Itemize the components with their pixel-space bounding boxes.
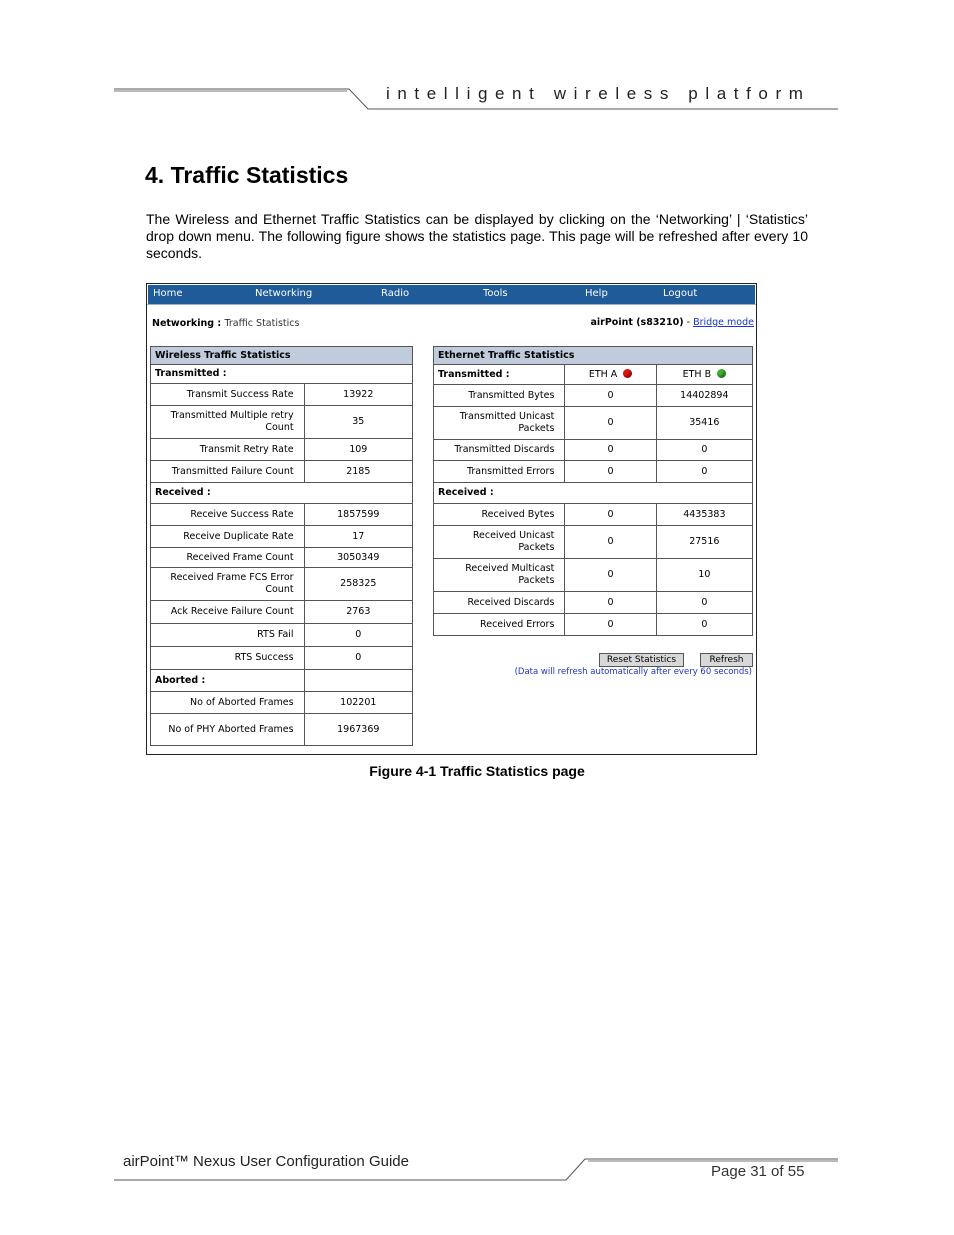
ethernet-received-heading: Received :: [434, 483, 753, 504]
eth-b-label: ETH B: [682, 368, 712, 380]
breadcrumb-page: Traffic Statistics: [224, 318, 300, 329]
breadcrumb-section: Networking: [152, 318, 215, 329]
stat-value-eth-b: 0: [656, 461, 752, 483]
stat-value: 3050349: [304, 548, 412, 568]
nav-home[interactable]: Home: [153, 288, 183, 299]
stat-label: Transmitted Errors: [434, 461, 565, 483]
nav-divider: [147, 304, 756, 305]
table-row: [151, 384, 413, 406]
eth-a-header: [565, 365, 656, 385]
stat-label: Received Frame Count: [151, 548, 305, 568]
stat-label: Transmitted Multiple retry Count: [151, 406, 305, 439]
stat-value: 2185: [304, 461, 412, 483]
stat-label: Received Frame FCS Error Count: [151, 568, 305, 601]
table-row: [434, 385, 753, 407]
device-info: [590, 317, 754, 328]
eth-a-label: ETH A: [588, 368, 618, 380]
intro-paragraph: The Wireless and Ethernet Traffic Statistics can be displayed by clicking on the ‘Networking’ | ‘Statistics’ drop down menu. The following figure shows the statistics page. This page will be refreshed after every 10 seconds.: [146, 211, 808, 261]
table-row: [151, 601, 413, 624]
stat-value: 0: [304, 624, 412, 647]
table-row: [151, 439, 413, 461]
stat-label: Receive Success Rate: [151, 504, 305, 526]
stat-label: RTS Success: [151, 647, 305, 670]
nav-logout[interactable]: Logout: [663, 288, 698, 299]
bridge-mode-link[interactable]: Bridge mode: [693, 317, 754, 328]
nav-tools[interactable]: Tools: [483, 288, 508, 299]
stat-label: Received Bytes: [434, 504, 565, 526]
table-row: [434, 614, 753, 636]
stat-label: No of PHY Aborted Frames: [151, 714, 305, 746]
footer-page-number: Page 31 of 55: [711, 1163, 805, 1180]
ethernet-stats-table: [433, 346, 753, 636]
stat-value-eth-b: 10: [656, 559, 752, 592]
stat-value: 102201: [304, 692, 412, 714]
table-row: [151, 406, 413, 439]
stat-label: Ack Receive Failure Count: [151, 601, 305, 624]
stat-label: Transmitted Failure Count: [151, 461, 305, 483]
table-row: [151, 647, 413, 670]
stat-value-eth-a: 0: [565, 592, 656, 614]
table-row: [151, 461, 413, 483]
stat-value: 0: [304, 647, 412, 670]
stat-value-eth-a: 0: [565, 440, 656, 461]
stat-value: 35: [304, 406, 412, 439]
stat-label: Received Discards: [434, 592, 565, 614]
ethernet-transmitted-heading: Transmitted :: [434, 365, 565, 385]
table-row: [434, 592, 753, 614]
table-row: [434, 407, 753, 440]
stat-value-eth-a: 0: [565, 461, 656, 483]
table-row: [151, 714, 413, 746]
stat-value: 13922: [304, 384, 412, 406]
stat-label: Received Multicast Packets: [434, 559, 565, 592]
stat-label: Transmitted Discards: [434, 440, 565, 461]
auto-refresh-note: (Data will refresh automatically after every 60 seconds): [514, 667, 752, 677]
stat-value-eth-a: 0: [565, 526, 656, 559]
stat-value: 1967369: [304, 714, 412, 746]
table-row: [434, 526, 753, 559]
footer-guide-title: airPoint™ Nexus User Configuration Guide: [123, 1153, 409, 1170]
table-row: [434, 440, 753, 461]
stat-label: Receive Duplicate Rate: [151, 526, 305, 548]
table-row: [151, 504, 413, 526]
stat-value-eth-a: 0: [565, 614, 656, 636]
stat-value-eth-b: 0: [656, 592, 752, 614]
table-row: [151, 624, 413, 647]
stat-label: Transmit Retry Rate: [151, 439, 305, 461]
stat-label: Transmitted Unicast Packets: [434, 407, 565, 440]
stat-label: RTS Fail: [151, 624, 305, 647]
stat-label: Transmitted Bytes: [434, 385, 565, 407]
stat-value-eth-b: 14402894: [656, 385, 752, 407]
table-row: [151, 548, 413, 568]
stat-value-eth-b: 27516: [656, 526, 752, 559]
stat-label: Received Unicast Packets: [434, 526, 565, 559]
stat-value: 258325: [304, 568, 412, 601]
breadcrumb: [152, 318, 299, 329]
stat-value: 109: [304, 439, 412, 461]
table-row: [151, 526, 413, 548]
figure-caption: Figure 4-1 Traffic Statistics page: [369, 763, 585, 779]
stat-value: 2763: [304, 601, 412, 624]
nav-networking[interactable]: Networking: [255, 288, 313, 299]
breadcrumb-separator: :: [214, 318, 225, 329]
refresh-button[interactable]: Refresh: [700, 653, 753, 667]
stat-label: Received Errors: [434, 614, 565, 636]
empty-cell: [304, 670, 412, 692]
wireless-stats-table: [150, 346, 413, 746]
table-row: [151, 568, 413, 601]
wireless-table-title: Wireless Traffic Statistics: [151, 347, 413, 365]
stat-value-eth-a: 0: [565, 504, 656, 526]
eth-b-status-icon: [717, 369, 726, 378]
wireless-received-heading: Received :: [151, 483, 413, 504]
nav-help[interactable]: Help: [585, 288, 608, 299]
eth-b-header: [656, 365, 752, 385]
stat-value-eth-b: 0: [656, 440, 752, 461]
stat-value-eth-b: 35416: [656, 407, 752, 440]
stat-value-eth-a: 0: [565, 385, 656, 407]
stat-value: 1857599: [304, 504, 412, 526]
nav-bar: [148, 285, 755, 304]
header-tagline: intelligent wireless platform: [386, 84, 811, 103]
table-row: [434, 504, 753, 526]
section-title: 4. Traffic Statistics: [145, 162, 349, 188]
stat-value-eth-b: 0: [656, 614, 752, 636]
wireless-transmitted-heading: Transmitted :: [151, 365, 413, 384]
device-separator: -: [683, 317, 694, 328]
stat-label: No of Aborted Frames: [151, 692, 305, 714]
nav-radio[interactable]: Radio: [381, 288, 410, 299]
traffic-statistics-screenshot: [146, 283, 757, 755]
reset-statistics-button[interactable]: Reset Statistics: [599, 653, 684, 667]
eth-a-status-icon: [623, 369, 632, 378]
stat-value-eth-a: 0: [565, 559, 656, 592]
wireless-aborted-heading: Aborted :: [151, 670, 305, 692]
stat-value-eth-a: 0: [565, 407, 656, 440]
stat-label: Transmit Success Rate: [151, 384, 305, 406]
table-row: [151, 692, 413, 714]
ethernet-table-title: Ethernet Traffic Statistics: [434, 347, 753, 365]
stat-value: 17: [304, 526, 412, 548]
table-row: [434, 559, 753, 592]
device-name: airPoint (s83210): [590, 317, 684, 328]
table-row: [434, 461, 753, 483]
stat-value-eth-b: 4435383: [656, 504, 752, 526]
